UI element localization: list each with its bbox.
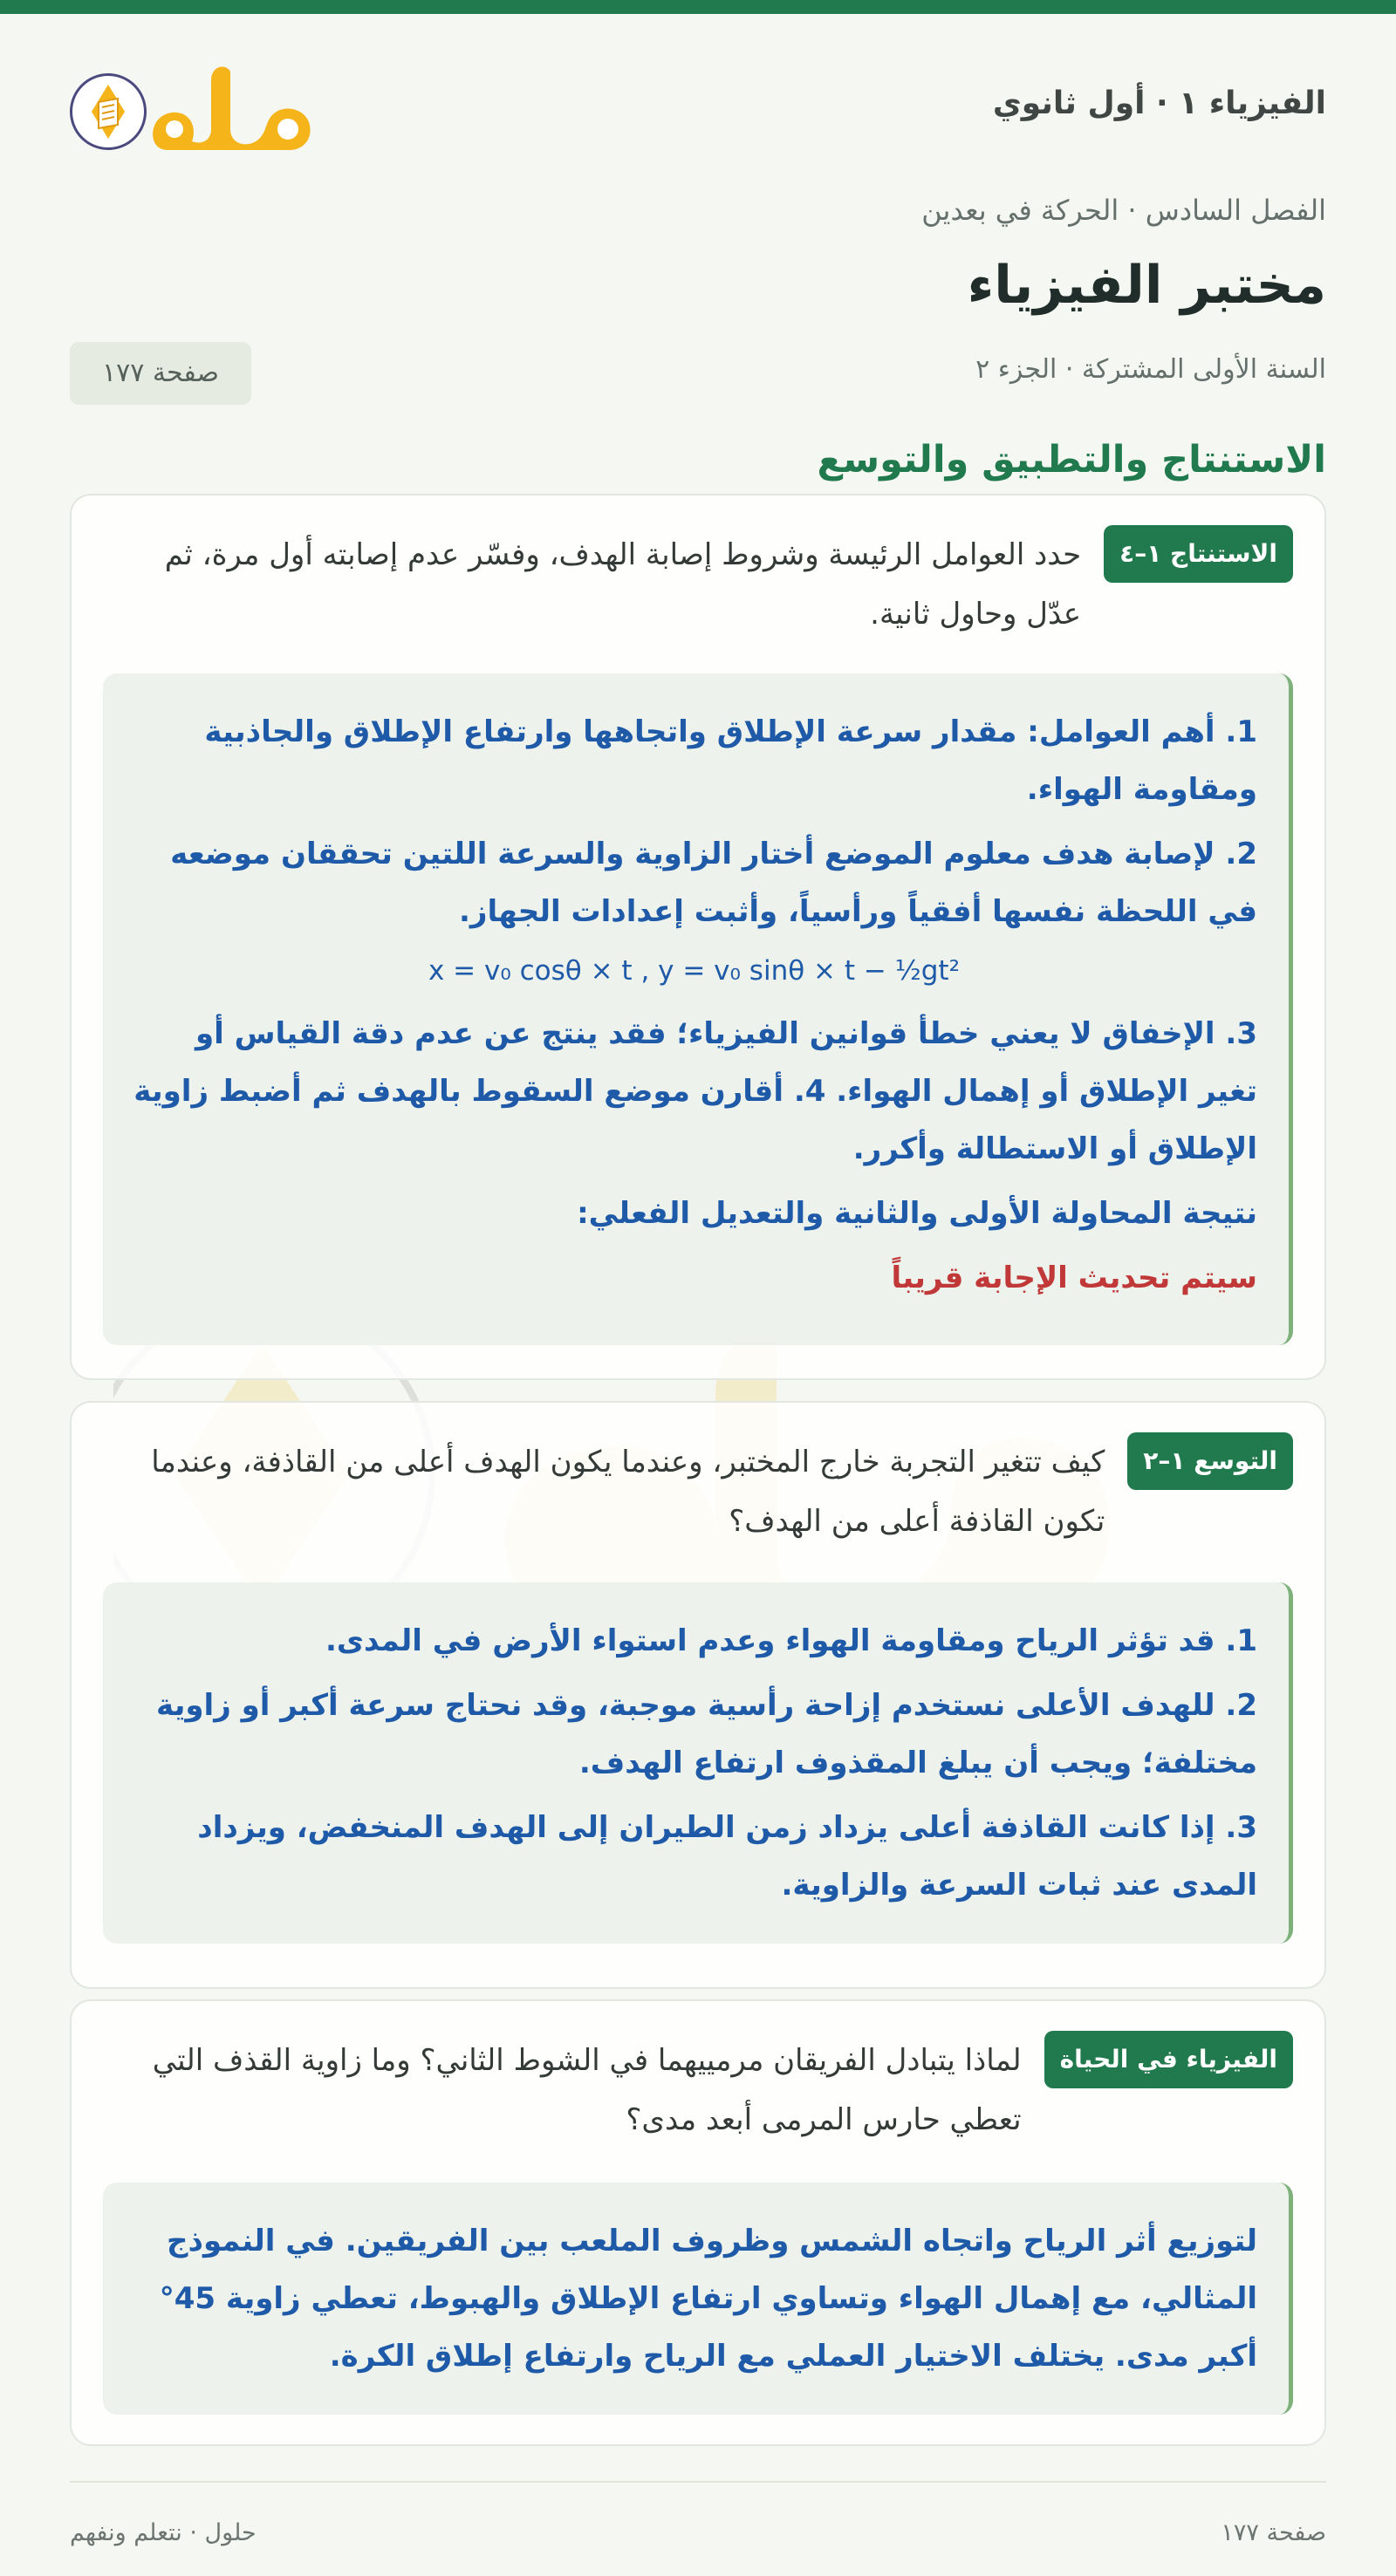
answer-line: 2. للهدف الأعلى نستخدم إزاحة رأسية موجبة، وقد نحتاج سرعة أكبر أو زاوية مختلفة؛ ويجب أن يبلغ المقذوف ارتفاع الهدف. bbox=[156, 1688, 1257, 1780]
question-card bbox=[70, 1999, 1326, 2446]
page-header bbox=[70, 14, 1326, 482]
answer-line: 1. قد تؤثر الرياح ومقاومة الهواء وعدم استواء الأرض في المدى. bbox=[325, 1623, 1257, 1658]
question-badge: الاستنتاج ١–٤ bbox=[1104, 525, 1293, 583]
question-row bbox=[103, 1432, 1293, 1551]
answer-line: 2. لإصابة هدف معلوم الموضع أختار الزاوية والسرعة اللتين تحققان موضعه في اللحظة نفسها أفقياً ورأسياً، وأثبت إعدادات الجهاز. bbox=[170, 837, 1257, 929]
footer-brand: حلول · نتعلم ونفهم bbox=[70, 2519, 257, 2546]
logo-wordmark bbox=[150, 54, 316, 167]
top-accent-bar bbox=[0, 0, 1396, 14]
answer-box bbox=[103, 2183, 1293, 2415]
answer-line: نتيجة المحاولة الأولى والثانية والتعديل الفعلي: bbox=[577, 1196, 1257, 1231]
question-card bbox=[70, 494, 1326, 1380]
answer-line: 3. الإخفاق لا يعني خطأ قوانين الفيزياء؛ فقد ينتج عن عدم دقة القياس أو تغير الإطلاق أو إهمال الهواء. 4. أقارن موضع السقوط بالهدف ثم أضبط زاوية الإطلاق أو الاستطالة وأكرر. bbox=[133, 1016, 1257, 1166]
pending-answer-notice: سيتم تحديث الإجابة قريباً bbox=[891, 1261, 1257, 1295]
answer-line: 1. أهم العوامل: مقدار سرعة الإطلاق واتجاهها وارتفاع الإطلاق والجاذبية ومقاومة الهواء. bbox=[204, 714, 1257, 807]
chapter-label: الفصل السادس · الحركة في بعدين bbox=[921, 194, 1326, 227]
question-text: كيف تتغير التجربة خارج المختبر، وعندما يكون الهدف أعلى من القاذفة، وعندما تكون القاذفة أعلى من الهدف؟ bbox=[151, 1445, 1105, 1539]
question-text: حدد العوامل الرئيسة وشروط إصابة الهدف، وفسّر عدم إصابته أول مرة، ثم عدّل وحاول ثانية. bbox=[164, 537, 1082, 632]
footer-page-number: صفحة ١٧٧ bbox=[1221, 2519, 1326, 2546]
question-card bbox=[70, 1401, 1326, 1989]
answer-line: لتوزيع أثر الرياح واتجاه الشمس وظروف الملعب بين الفريقين. في النموذج المثالي، مع إهمال الهواء وتساوي ارتفاع الإطلاق والهبوط، تعطي زاوية 45° أكبر مدى. يختلف الاختيار العملي مع الرياح وارتفاع إطلاق الكرة. bbox=[159, 2224, 1257, 2374]
answer-box bbox=[103, 1582, 1293, 1944]
question-row bbox=[103, 2031, 1293, 2149]
subtitle: السنة الأولى المشتركة · الجزء ٢ bbox=[975, 354, 1326, 385]
answer-formula: x = v₀ cosθ × t , y = v₀ sinθ × t − ½gt² bbox=[428, 955, 961, 987]
page-title: مختبر الفيزياء bbox=[967, 255, 1326, 316]
page-content bbox=[70, 14, 1326, 2546]
question-badge: الفيزياء في الحياة bbox=[1044, 2031, 1293, 2088]
section-heading: الاستنتاج والتطبيق والتوسع bbox=[817, 438, 1326, 482]
brand-logo[interactable] bbox=[70, 58, 323, 162]
question-badge: التوسع ١–٢ bbox=[1127, 1432, 1293, 1490]
logo-book-icon bbox=[70, 73, 147, 150]
question-text: لماذا يتبادل الفريقان مرمييهما في الشوط الثاني؟ وما زاوية القذف التي تعطي حارس المرمى أبعد مدى؟ bbox=[152, 2043, 1022, 2137]
answer-box bbox=[103, 673, 1293, 1345]
book-title: الفيزياء ١ · أول ثانوي bbox=[992, 85, 1326, 121]
answer-line: 3. إذا كانت القاذفة أعلى يزداد زمن الطيران إلى الهدف المنخفض، ويزداد المدى عند ثبات السرعة والزاوية. bbox=[197, 1810, 1257, 1903]
question-row bbox=[103, 525, 1293, 644]
footer-divider bbox=[70, 2481, 1326, 2483]
page-number-badge: صفحة ١٧٧ bbox=[70, 342, 251, 405]
